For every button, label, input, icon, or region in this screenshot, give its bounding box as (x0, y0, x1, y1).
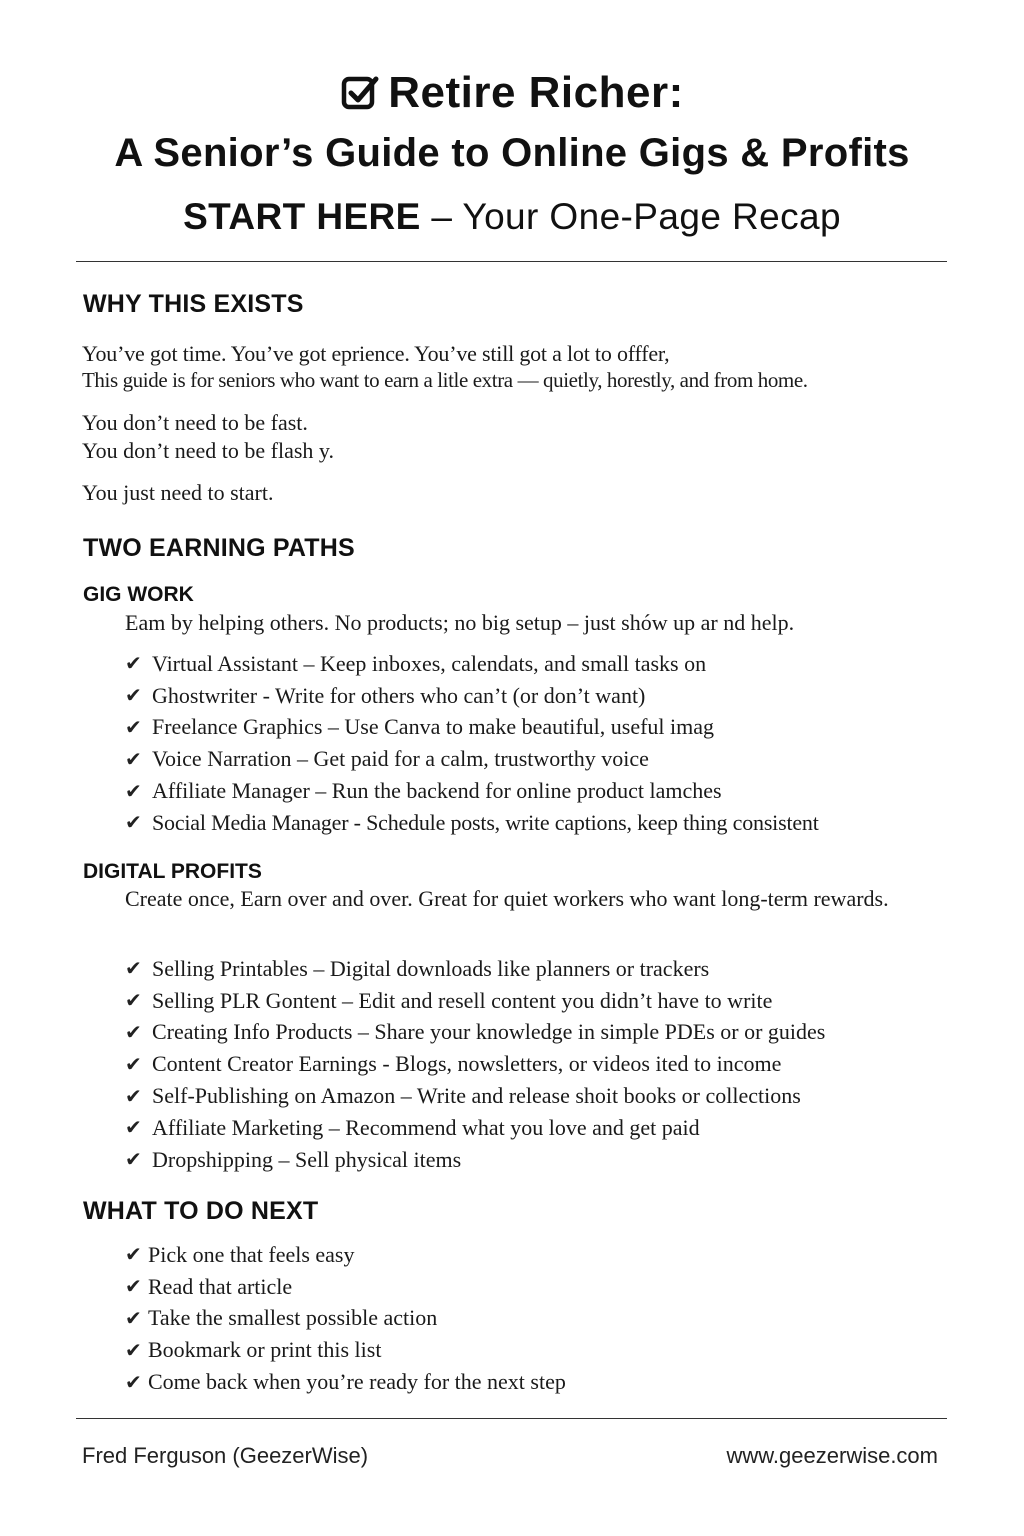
checkmark-icon: ✔ (125, 1371, 142, 1394)
checkmark-icon: ✔ (125, 1117, 142, 1140)
tagline-rest: – Your One-Page Recap (420, 196, 841, 237)
list-item: ✔ Content Creator Earnings - Blogs, nowsletters, or videos ited to income (125, 1051, 782, 1077)
document-header (0, 62, 1024, 242)
checkmark-icon: ✔ (125, 685, 142, 708)
paths-heading: TWO EARNING PATHS (83, 534, 355, 562)
gig-description: Eam by helping others. No products; no big setup – just shów up ar nd help. (125, 610, 795, 635)
list-item: ✔ Voice Narration – Get paid for a calm, trustworthy voice (125, 746, 649, 772)
next-list (125, 1239, 566, 1398)
why-line-4: You don’t need to be flash y. (82, 438, 334, 463)
why-line-5: You just need to start. (82, 480, 274, 505)
footer-website-link[interactable]: www.geezerwise.com (726, 1443, 938, 1468)
list-item: ✔ Bookmark or print this list (125, 1337, 382, 1363)
footer-divider (76, 1418, 947, 1419)
checkmark-icon: ✔ (125, 1276, 142, 1299)
footer-author: Fred Ferguson (GeezerWise) (82, 1443, 369, 1468)
page-subtitle: A Senior’s Guide to Online Gigs & Profits (114, 131, 910, 175)
checkmark-icon: ✔ (125, 1085, 142, 1108)
list-item: ✔ Take the smallest possible action (125, 1305, 438, 1331)
checkmark-icon: ✔ (125, 780, 142, 803)
why-line-2: This guide is for seniors who want to earn a litle extra — quietly, horestly, and from home. (82, 368, 808, 392)
checkmark-icon: ✔ (125, 812, 142, 835)
list-item: ✔ Come back when you’re ready for the next step (125, 1369, 566, 1395)
gig-heading: GIG WORK (83, 583, 194, 606)
list-item: ✔ Social Media Manager - Schedule posts, write captions, keep thing consistent (125, 809, 819, 835)
checkmark-icon: ✔ (125, 653, 142, 676)
checkmark-icon: ✔ (125, 716, 142, 739)
checkmark-icon: ✔ (125, 1053, 142, 1076)
list-item: ✔ Virtual Assistant – Keep inboxes, calendats, and small tasks on (125, 650, 707, 676)
list-item: ✔ Selling PLR Gontent – Edit and resell content you didn’t have to write (125, 987, 773, 1013)
title-row (0, 62, 1024, 124)
checkmark-icon: ✔ (125, 1021, 142, 1044)
why-line-1: You’ve got time. You’ve got eprience. You’ve still got a lot to offfer, (82, 341, 670, 366)
list-item: ✔ Read that article (125, 1273, 293, 1299)
list-item: ✔ Ghostwriter - Write for others who can’t (or don’t want) (125, 682, 646, 708)
list-item: ✔ Affiliate Marketing – Recommend what you love and get paid (125, 1114, 700, 1140)
list-item: ✔ Affiliate Manager – Run the backend for online product lamches (125, 778, 722, 804)
checkmark-icon: ✔ (125, 990, 142, 1013)
digital-heading: DIGITAL PROFITS (83, 860, 262, 883)
checkbox-icon (340, 73, 380, 113)
list-item: ✔ Self-Publishing on Amazon – Write and release shoit books or collections (125, 1083, 801, 1109)
gig-list (125, 648, 819, 839)
digital-description: Create once, Earn over and over. Great for quiet workers who want long-term rewards. (125, 886, 889, 911)
digital-list (125, 953, 825, 1176)
tagline-bold: START HERE (183, 196, 421, 237)
checkmark-icon: ✔ (125, 1339, 142, 1362)
list-item: ✔ Selling Printables – Digital downloads like planners or trackers (125, 955, 710, 981)
page-tagline (0, 192, 1024, 242)
checkmark-icon: ✔ (125, 1307, 142, 1330)
checkmark-icon: ✔ (125, 748, 142, 771)
checkmark-icon: ✔ (125, 1149, 142, 1172)
list-item: ✔ Creating Info Products – Share your knowledge in simple PDEs or or guides (125, 1019, 826, 1045)
list-item: ✔ Dropshipping – Sell physical items (125, 1146, 462, 1172)
page-title: Retire Richer: (388, 68, 684, 117)
list-item: ✔ Pick one that feels easy (125, 1241, 355, 1267)
header-divider (76, 261, 947, 262)
checkmark-icon: ✔ (125, 1244, 142, 1267)
list-item: ✔ Freelance Graphics – Use Canva to make beautiful, useful imag (125, 714, 715, 740)
checkmark-icon: ✔ (125, 958, 142, 981)
why-heading: WHY THIS EXISTS (83, 290, 304, 318)
next-heading: WHAT TO DO NEXT (83, 1197, 319, 1225)
why-line-3: You don’t need to be fast. (82, 410, 308, 435)
